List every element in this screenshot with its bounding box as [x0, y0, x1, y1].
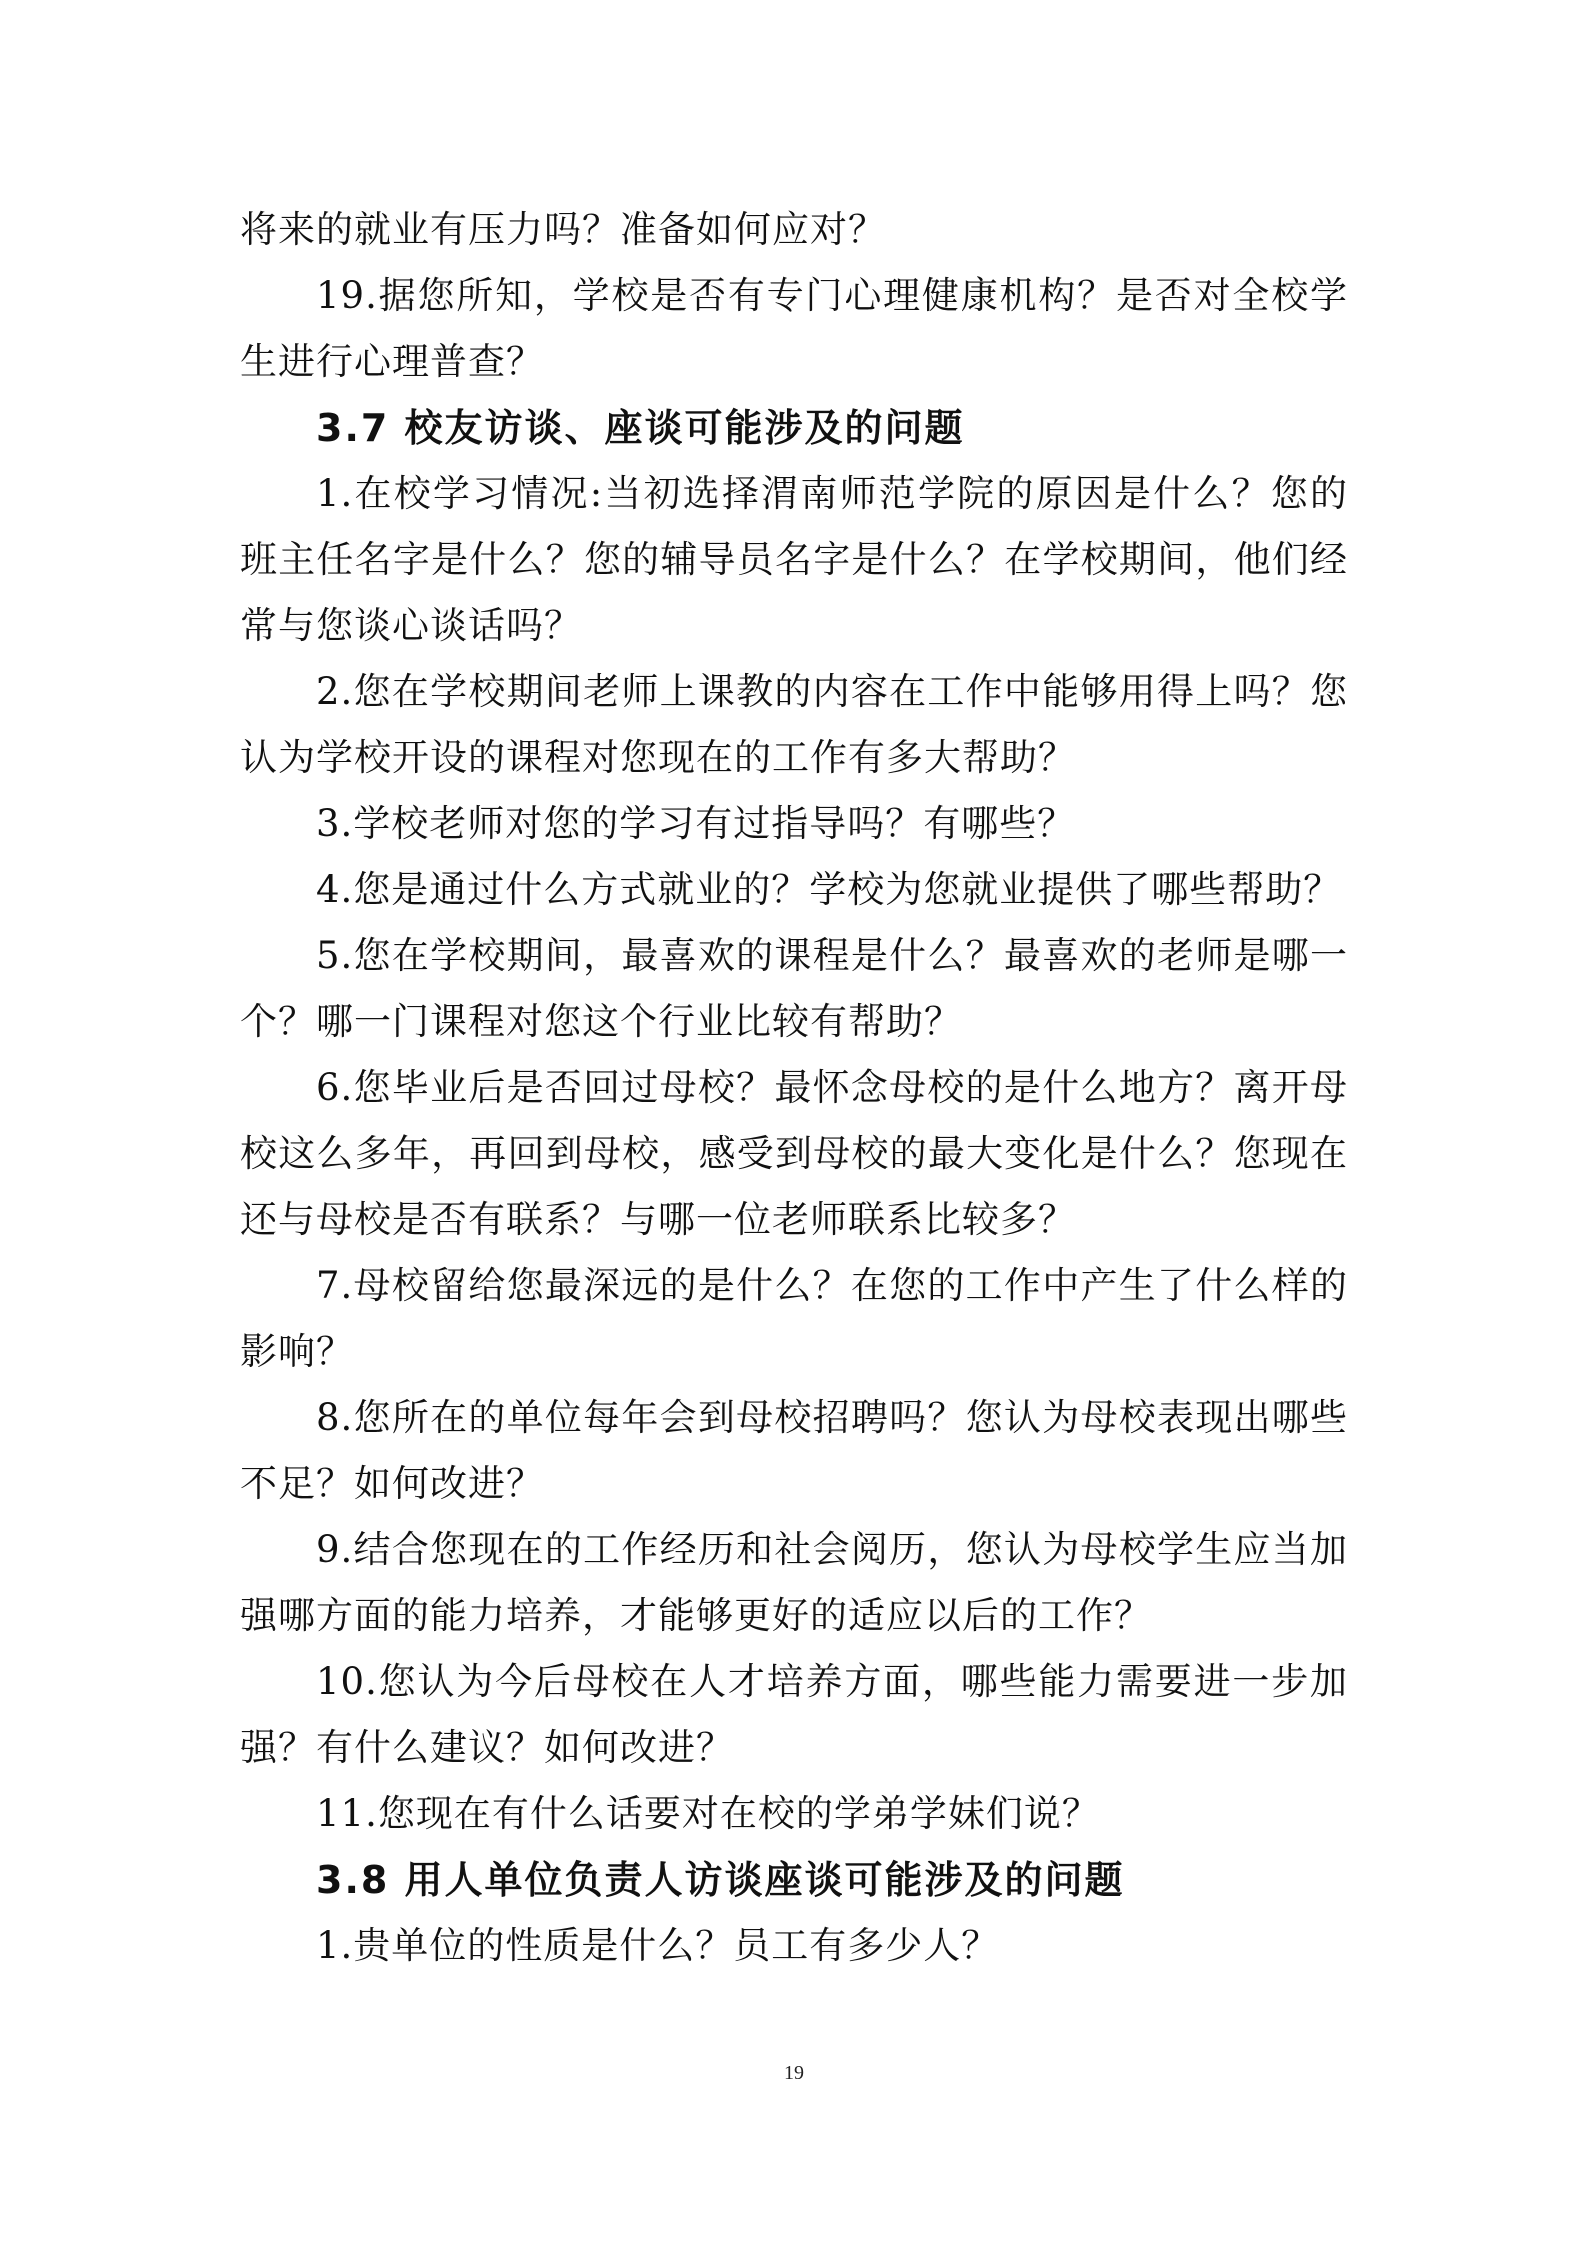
- question-8: 8.您所在的单位每年会到母校招聘吗？您认为母校表现出哪些不足？如何改进？: [240, 1396, 1348, 1505]
- paragraph-continuation: 将来的就业有压力吗？准备如何应对？: [240, 208, 886, 251]
- question-1: 1.在校学习情况:当初选择渭南师范学院的原因是什么？您的班主任名字是什么？您的辅导员名字是什么？在学校期间，他们经常与您谈心谈话吗？: [240, 472, 1348, 647]
- section-heading-3-8: 3.8 用人单位负责人访谈座谈可能涉及的问题: [316, 1858, 1125, 1902]
- question-6: 6.您毕业后是否回过母校？最怀念母校的是什么地方？离开母校这么多年，再回到母校，感受到母校的最大变化是什么？您现在还与母校是否有联系？与哪一位老师联系比较多？: [240, 1066, 1348, 1241]
- question-7: 7.母校留给您最深远的是什么？在您的工作中产生了什么样的影响？: [240, 1264, 1348, 1373]
- question-19: 19.据您所知，学校是否有专门心理健康机构？是否对全校学生进行心理普查？: [240, 274, 1348, 383]
- question-3: 3.学校老师对您的学习有过指导吗？有哪些？: [316, 802, 1076, 845]
- question-5: 5.您在学校期间，最喜欢的课程是什么？最喜欢的老师是哪一个？哪一门课程对您这个行业比较有帮助？: [240, 934, 1348, 1043]
- section-heading-3-7: 3.7 校友访谈、座谈可能涉及的问题: [316, 406, 965, 450]
- page-body: [240, 197, 1348, 1979]
- question-10: 10.您认为今后母校在人才培养方面，哪些能力需要进一步加强？有什么建议？如何改进？: [240, 1660, 1348, 1769]
- question-4: 4.您是通过什么方式就业的？学校为您就业提供了哪些帮助？: [316, 868, 1342, 911]
- question-11: 11.您现在有什么话要对在校的学弟学妹们说？: [316, 1792, 1100, 1835]
- page-number: 19: [784, 2062, 804, 2084]
- question-9: 9.结合您现在的工作经历和社会阅历，您认为母校学生应当加强哪方面的能力培养，才能够更好的适应以后的工作？: [240, 1528, 1348, 1637]
- question-2: 2.您在学校期间老师上课教的内容在工作中能够用得上吗？您认为学校开设的课程对您现在的工作有多大帮助？: [240, 670, 1348, 779]
- employer-question-1: 1.贵单位的性质是什么？员工有多少人？: [316, 1924, 1000, 1967]
